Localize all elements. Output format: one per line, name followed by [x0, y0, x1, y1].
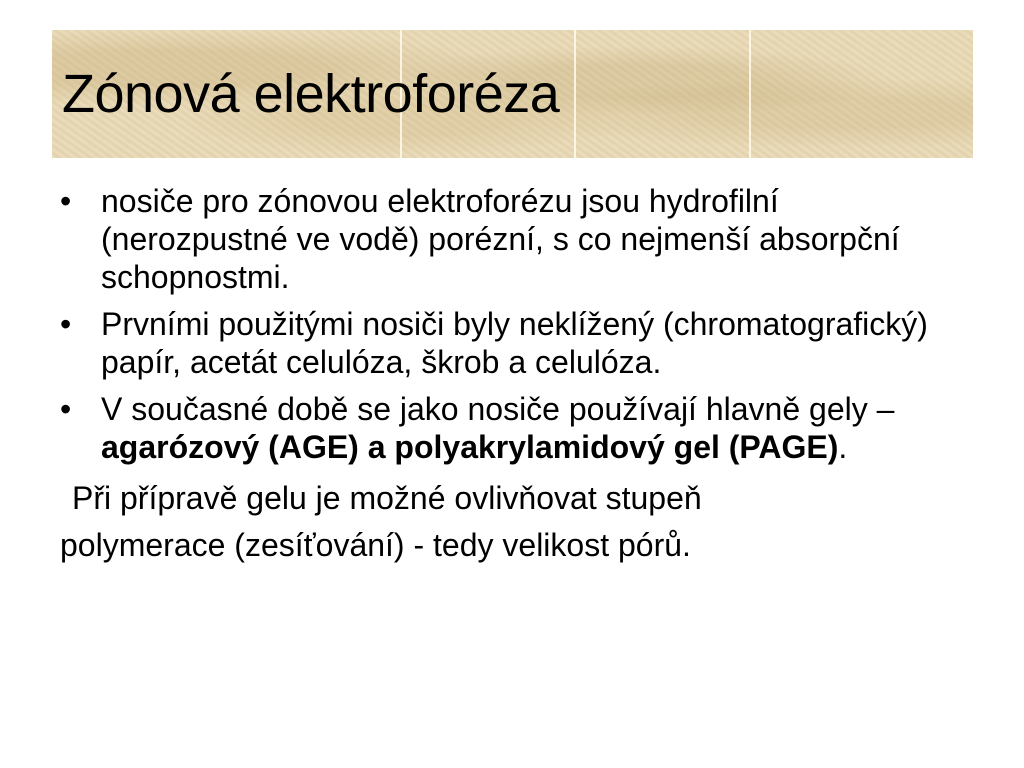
bullet-bold-text: agarózový (AGE) a polyakrylamidový gel (PAGE) [101, 429, 839, 465]
bullet-text: Prvními použitými nosiči byly neklížený (chromatografický) papír, acetát celulóza, škrob a celulóza. [101, 306, 928, 380]
paragraph-line [60, 522, 960, 569]
slide-body [60, 182, 960, 569]
bullet-marker: • [60, 183, 72, 219]
bullet-text-end: . [838, 429, 848, 465]
paragraph-line [60, 475, 960, 522]
banner-texture-seam [574, 30, 576, 158]
bullet-text: nosiče pro zónovou elektroforézu jsou hydrofilní (nerozpustné ve vodě) porézní, s co nejmenší absorpční schopnostmi. [101, 183, 900, 295]
title-banner [52, 30, 973, 158]
paragraph-text: polymerace (zesíťování) - tedy velikost pórů. [60, 527, 691, 563]
bullet-marker: • [60, 306, 72, 342]
banner-texture-seam [749, 30, 751, 158]
slide-title: Zónová elektroforéza [62, 64, 560, 124]
bullet-text: V současné době se jako nosiče používají hlavně gely – [101, 391, 913, 427]
bullet-marker: • [60, 391, 72, 427]
bullet-item [60, 182, 960, 296]
bullet-item [60, 390, 960, 466]
bullet-item [60, 305, 960, 381]
paragraph-text: Při přípravě gelu je možné ovlivňovat stupeň [72, 480, 702, 516]
